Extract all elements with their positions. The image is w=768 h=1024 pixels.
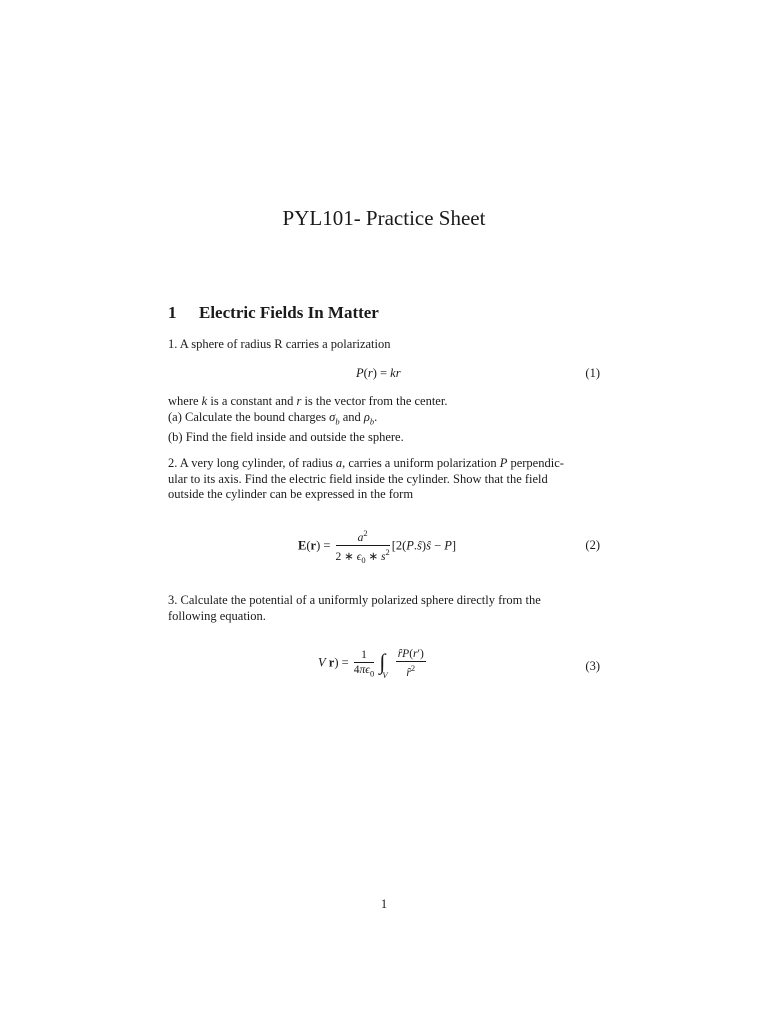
equation-3-body: V r) = $\frac{1}{4\pi\epsilon_0}$ $\int_V$ $\frac{ȓP(r')}{ȓ^2}$ [318,648,424,680]
equation-3-fraction-1: $\frac{1}{4\pi\epsilon_0}$ [353,648,375,679]
problem-2-line-2: ular to its axis. Find the electric field inside the cylinder. Show that the field [168,471,548,486]
section-title: Electric Fields In Matter [199,303,379,322]
page-number: 1 [380,897,388,911]
equation-3-fraction-2: $\frac{ȓP(r')}{ȓ^2}$ [397,648,424,679]
problem-1-details [168,394,600,445]
equation-2-body: E(r) = $\frac{a^2}{2 ∗ \epsilon_0 ∗ s^2}$ [2(P.ŝ)ŝ − P] [298,528,457,565]
equation-1-body: P(r) = kr [356,366,401,380]
equation-3 [168,648,600,688]
section-heading [168,303,379,323]
problem-3-intro [168,593,600,624]
problem-2-line-3: outside the cylinder can be expressed in the form [168,487,414,502]
problem-3-line-1: 3. Calculate the potential of a uniformly polarized sphere directly from the [168,593,541,607]
problem-1-intro: 1. A sphere of radius R carries a polarization [168,337,391,351]
problem-2-intro [168,456,600,503]
problem-1-line-2: (a) Calculate the bound charges $\sigma_b$ and $\rho_b$. [168,409,378,427]
problem-1-line-3: (b) Find the field inside and outside the sphere. [168,429,404,444]
equation-2-label: (2) [585,538,600,552]
equation-2 [168,528,600,568]
problem-2-line-1: 2. A very long cylinder, of radius a, carries a uniform polarization P perpendic- [168,456,564,470]
page-title: PYL101- Practice Sheet [282,206,486,230]
equation-3-label: (3) [585,659,600,673]
equation-2-fraction: $\frac{a^2}{2 ∗ \epsilon_0 ∗ s^2}$ [335,528,390,565]
problem-3-line-2: following equation. [168,608,266,623]
equation-1-label: (1) [585,366,600,380]
problem-1-line-1: where k is a constant and r is the vector from the center. [168,394,448,408]
section-number: 1 [168,303,177,322]
integral-icon: ∫ [379,649,386,675]
